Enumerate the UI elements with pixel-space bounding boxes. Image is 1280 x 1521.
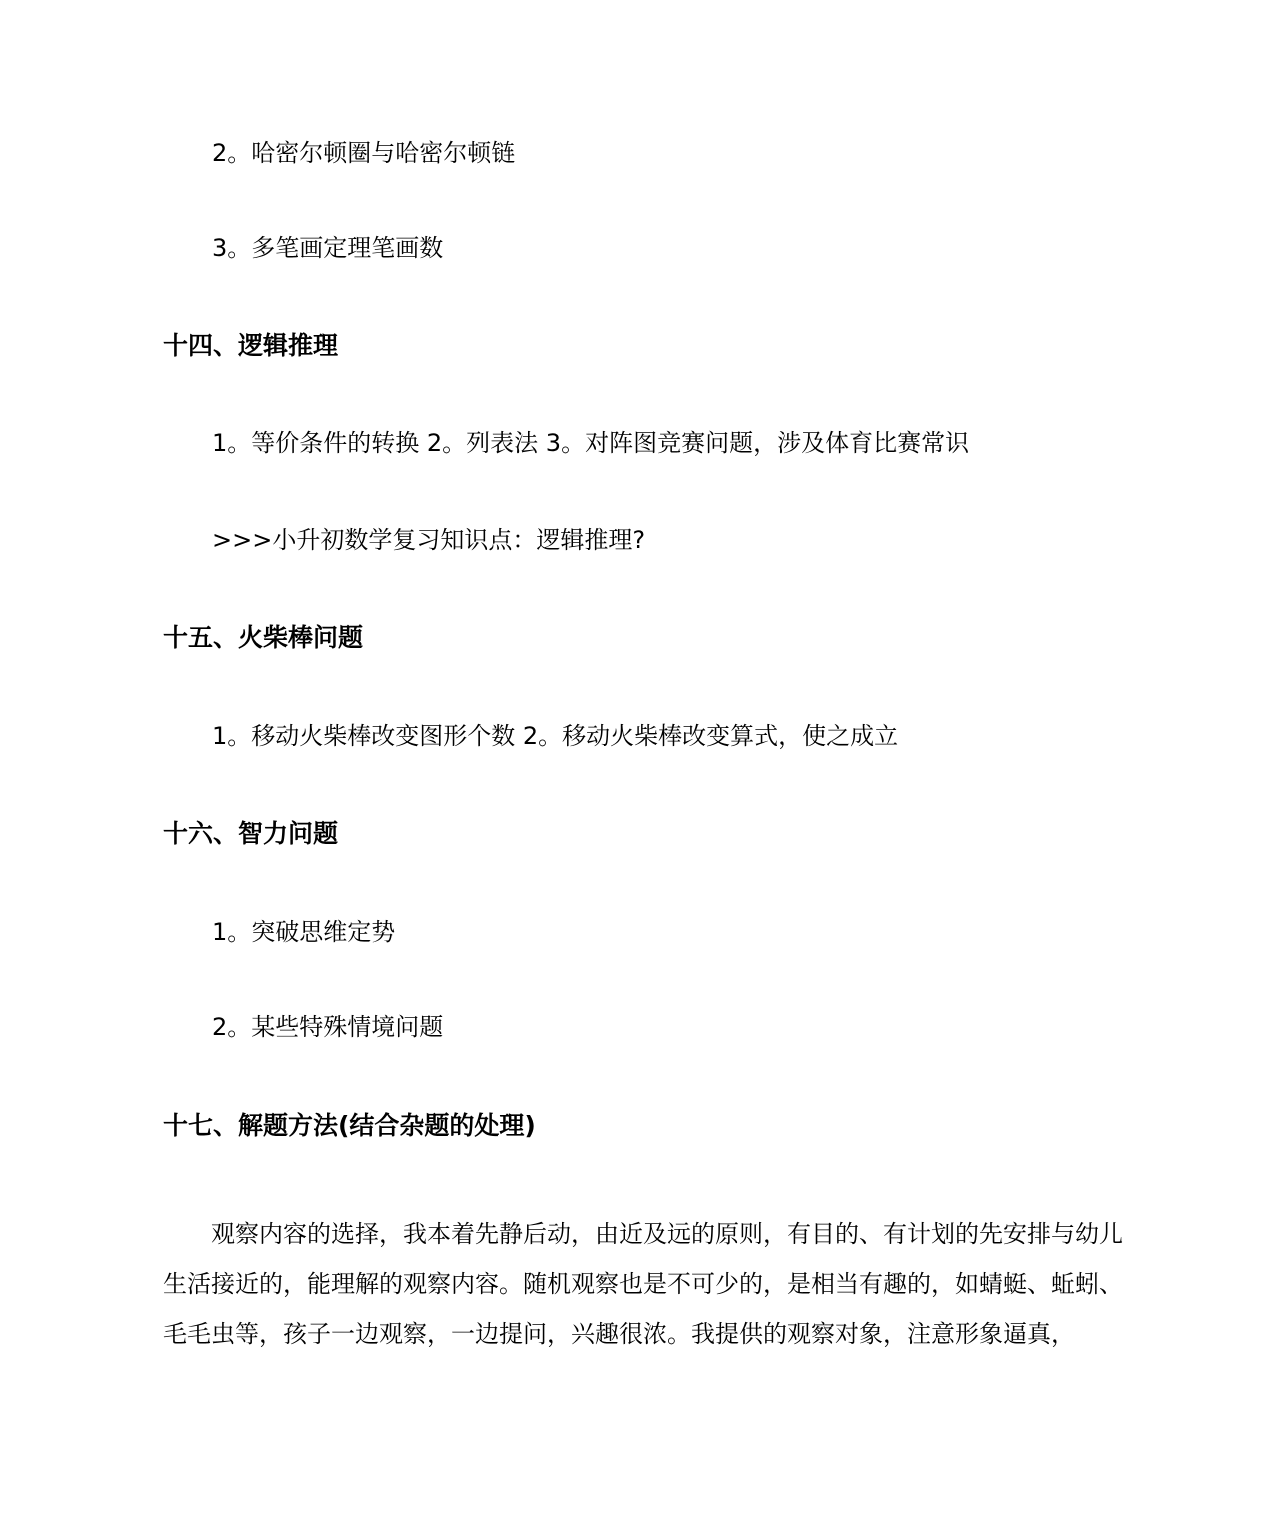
- list-item: >>>小升初数学复习知识点：逻辑推理?: [212, 526, 646, 554]
- list-item: 1。移动火柴棒改变图形个数 2。移动火柴棒改变算式，使之成立: [212, 722, 899, 750]
- list-item: 1。突破思维定势: [212, 918, 396, 946]
- list-item: 2。哈密尔顿圈与哈密尔顿链: [212, 139, 516, 167]
- section-heading: 十六、智力问题: [163, 819, 339, 848]
- list-item: 1。等价条件的转换 2。列表法 3。对阵图竞赛问题，涉及体育比赛常识: [212, 429, 970, 457]
- list-item: 2。某些特殊情境问题: [212, 1013, 444, 1041]
- section-heading: 十五、火柴棒问题: [163, 623, 364, 652]
- body-paragraph: 观察内容的选择，我本着先静后动，由近及远的原则，有目的、有计划的先安排与幼儿生活接近的，能理解的观察内容。随机观察也是不可少的，是相当有趣的，如蜻蜓、蚯蚓、毛毛虫等，孩子一边观察，一边提问，兴趣很浓。我提供的观察对象，注意形象逼真，: [163, 1220, 1123, 1348]
- list-item: 3。多笔画定理笔画数: [212, 234, 444, 262]
- section-heading: 十七、解题方法(结合杂题的处理): [163, 1111, 536, 1140]
- section-heading: 十四、逻辑推理: [163, 331, 339, 360]
